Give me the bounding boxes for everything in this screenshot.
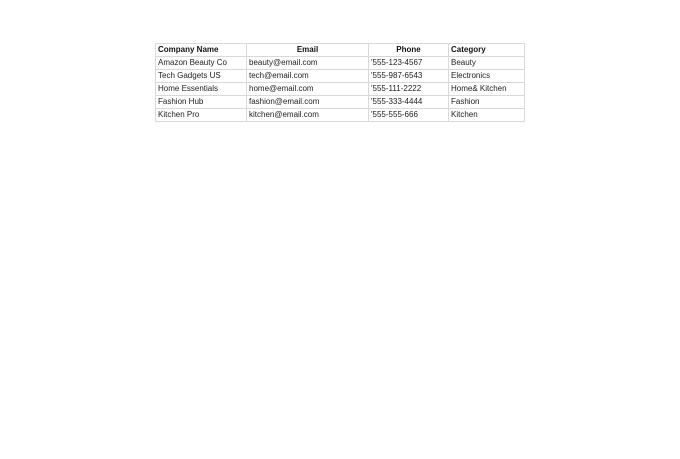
header-cell-company-name[interactable]: Company Name: [156, 44, 247, 57]
cell-phone[interactable]: '555-111-2222: [369, 83, 449, 96]
cell-company-name[interactable]: Home Essentials: [156, 83, 247, 96]
cell-category[interactable]: Fashion: [449, 96, 525, 109]
table-row: [156, 96, 525, 109]
cell-email[interactable]: home@email.com: [247, 83, 369, 96]
data-table: [155, 43, 525, 122]
cell-company-name[interactable]: Tech Gadgets US: [156, 70, 247, 83]
cell-email[interactable]: tech@email.com: [247, 70, 369, 83]
table-row: [156, 70, 525, 83]
cell-phone[interactable]: '555-333-4444: [369, 96, 449, 109]
table-row: [156, 83, 525, 96]
cell-category[interactable]: Home& Kitchen: [449, 83, 525, 96]
header-cell-phone[interactable]: Phone: [369, 44, 449, 57]
table-row: [156, 57, 525, 70]
cell-company-name[interactable]: Kitchen Pro: [156, 109, 247, 122]
header-cell-email[interactable]: Email: [247, 44, 369, 57]
cell-category[interactable]: Kitchen: [449, 109, 525, 122]
cell-phone[interactable]: '555-555-666: [369, 109, 449, 122]
cell-category[interactable]: Beauty: [449, 57, 525, 70]
cell-email[interactable]: fashion@email.com: [247, 96, 369, 109]
cell-company-name[interactable]: Amazon Beauty Co: [156, 57, 247, 70]
cell-email[interactable]: beauty@email.com: [247, 57, 369, 70]
cell-email[interactable]: kitchen@email.com: [247, 109, 369, 122]
cell-phone[interactable]: '555-987-6543: [369, 70, 449, 83]
table-row: [156, 109, 525, 122]
cell-phone[interactable]: '555-123-4567: [369, 57, 449, 70]
header-row: [156, 44, 525, 57]
cell-company-name[interactable]: Fashion Hub: [156, 96, 247, 109]
header-cell-category[interactable]: Category: [449, 44, 525, 57]
cell-category[interactable]: Electronics: [449, 70, 525, 83]
